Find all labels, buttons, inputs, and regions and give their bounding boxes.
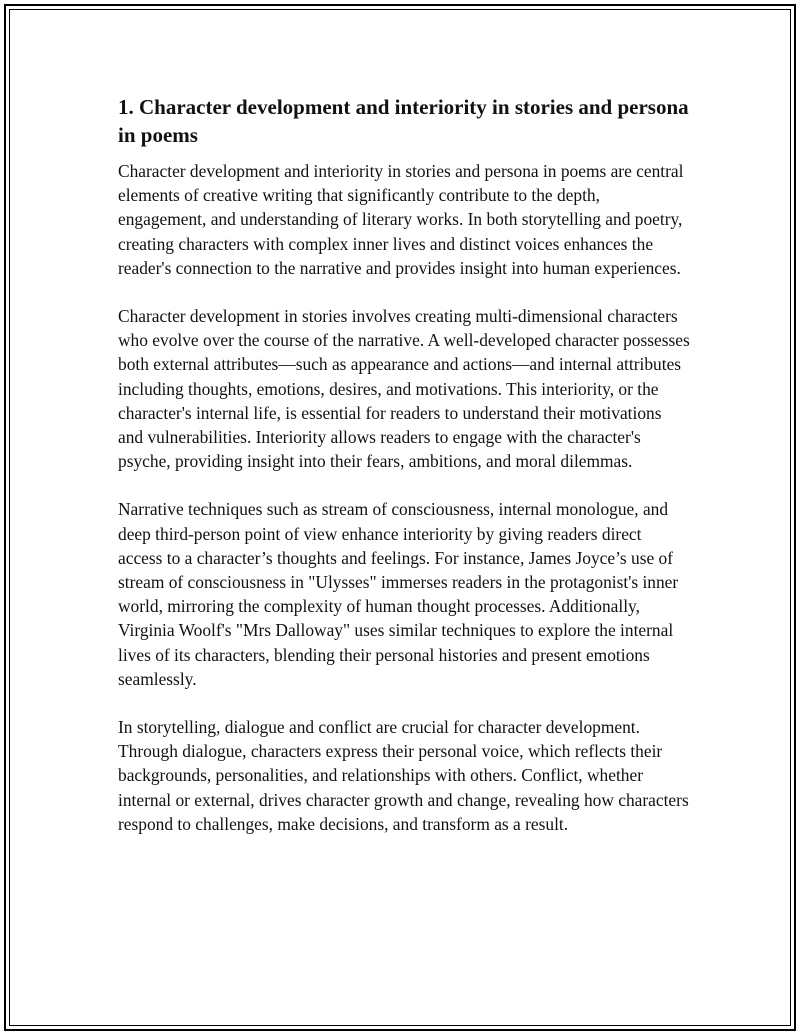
paragraph-character-development: Character development in stories involves creating multi-dimensional characters who evolve over the course of the narrative. A well-developed character possesses both external attributes—such as appearance and actions—and internal attributes including thoughts, emotions, desires, and motivations. This interiority, or the character's internal life, is essential for readers to understand their motivations and vulnerabilities. Interiority allows readers to engage with the character's psyche, providing insight into their fears, ambitions, and moral dilemmas.: [118, 306, 690, 472]
paragraph-dialogue-conflict: In storytelling, dialogue and conflict are crucial for character development. Through dialogue, characters express their personal voice, which reflects their backgrounds, personalities, and relationships with others. Conflict, whether internal or external, drives character growth and change, revealing how characters respond to challenges, make decisions, and transform as a result.: [118, 717, 689, 834]
section-heading: 1. Character development and interiority in stories and persona in poems: [118, 95, 689, 147]
paragraph-intro: Character development and interiority in stories and persona in poems are central elements of creative writing that significantly contribute to the depth, engagement, and understanding of literary works. In both storytelling and poetry, creating characters with complex inner lives and distinct voices enhances the reader's connection to the narrative and provides insight into human experiences.: [118, 161, 684, 278]
document-body: [118, 93, 690, 860]
paragraph-narrative-techniques: Narrative techniques such as stream of consciousness, internal monologue, and deep third-person point of view enhance interiority by giving readers direct access to a character’s thoughts and feelings. For instance, James Joyce’s use of stream of consciousness in "Ulysses" immerses readers in the protagonist's inner world, mirroring the complexity of human thought processes. Additionally, Virginia Woolf's "Mrs Dalloway" uses similar techniques to explore the internal lives of its characters, blending their personal histories and present emotions seamlessly.: [118, 499, 679, 689]
